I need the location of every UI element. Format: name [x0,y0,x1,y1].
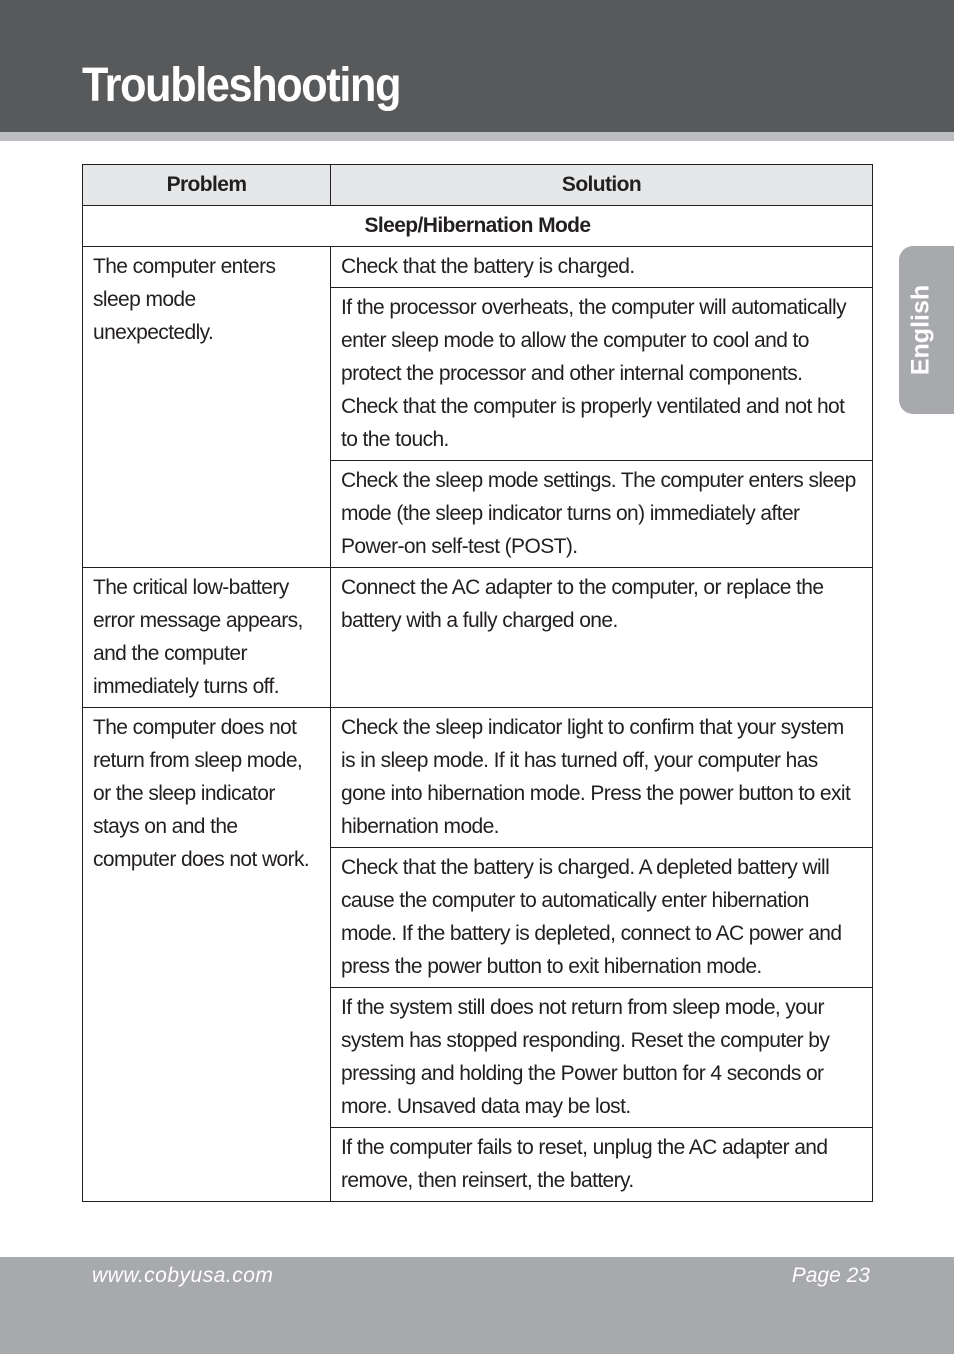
solution-cell: If the processor overheats, the computer will automatically enter sleep mode to allow the computer to cool and to protect the processor and other internal components. Check that the computer is properly ventilated and not hot to the touch. [331,288,873,461]
solution-cell: Check the sleep indicator light to confirm that your system is in sleep mode. If it has turned off, your computer has gone into hibernation mode. Press the power button to exit hibernation mode. [331,708,873,848]
page-number: Page 23 [791,1264,870,1287]
table-row [83,568,873,708]
solution-cell: If the computer fails to reset, unplug the AC adapter and remove, then reinsert, the battery. [331,1128,873,1202]
header-divider [0,132,954,141]
solution-header: Solution [331,165,873,206]
solution-cell: Check that the battery is charged. A depleted battery will cause the computer to automatically enter hibernation mode. If the battery is depleted, connect to AC power and press the power button to exit hibernation mode. [331,848,873,988]
language-tab-label: English [906,284,935,376]
solution-cell: Check the sleep mode settings. The computer enters sleep mode (the sleep indicator turns on) immediately after Power-on self-test (POST). [331,461,873,568]
solution-cell: Check that the battery is charged. [331,247,873,288]
problem-cell: The critical low-battery error message appears, and the computer immediately turns off. [83,568,331,708]
problem-cell: The computer enters sleep mode unexpectedly. [83,247,331,568]
table-row [83,247,873,288]
solution-cell: Connect the AC adapter to the computer, or replace the battery with a fully charged one. [331,568,873,708]
problem-header: Problem [83,165,331,206]
section-heading: Sleep/Hibernation Mode [83,206,873,247]
troubleshooting-table [82,164,873,1202]
page-title: Troubleshooting [82,59,401,112]
table-row [83,708,873,848]
footer-url[interactable]: www.cobyusa.com [92,1264,274,1287]
table-header-row [83,165,873,206]
problem-cell: The computer does not return from sleep mode, or the sleep indicator stays on and the computer does not work. [83,708,331,1202]
solution-cell: If the system still does not return from sleep mode, your system has stopped responding. Reset the computer by pressing and holding the Power button for 4 seconds or more. Unsaved data may be lost. [331,988,873,1128]
section-row [83,206,873,247]
